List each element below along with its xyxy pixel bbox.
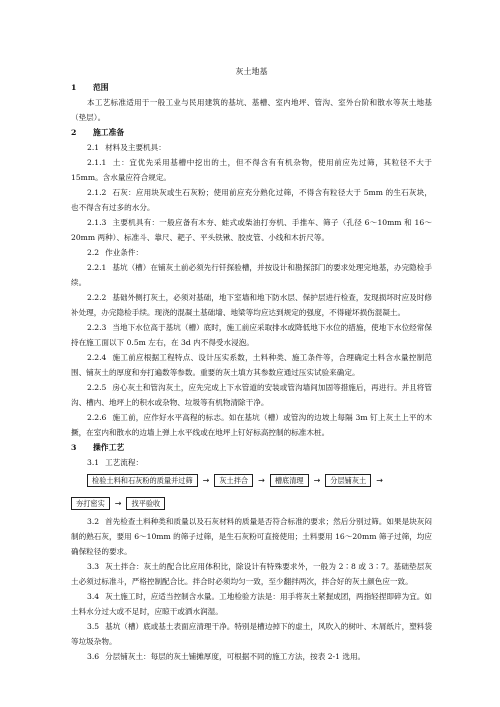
- flow-step-check-materials: 检验土料和石灰粉的质量并过筛: [87, 474, 198, 487]
- process-flow-row-1: [71, 472, 432, 489]
- item-3-2: 3.2 首先检查土料种类和质量以及石灰材料的质量是否符合标准的要求；然后分别过筛。如果是块灰闷制的熟石灰，要用 6～10mm 的筛子过筛，是生石灰粉可直接使用；土料要用 16～20mm 筛子过筛，均应确保粒径的要求。: [71, 517, 432, 556]
- document-title: 灰土地基: [235, 67, 268, 76]
- item-2-2-1: 2.2.1 基坑（槽）在铺灰土前必须先行钎探验槽，并按设计和勘探部门的要求处理完地基，办完隐检手续。: [71, 263, 432, 287]
- item-2-2: 2.2 作业条件：: [87, 248, 144, 257]
- item-2-2-3: 2.2.3 当地下水位高于基坑（槽）底时，施工前应采取排水或降低地下水位的措施，使地下水位经常保持在施工面以下 0.5m 左右，在 3d 内不得受水浸泡。: [71, 323, 432, 347]
- section-1-text: 本工艺标准适用于一般工业与民用建筑的基坑、基槽、室内地坪、管沟、室外台阶和散水等灰土地基（垫层）。: [71, 98, 432, 122]
- flow-arrow-icon: →: [376, 476, 383, 485]
- item-2-1-3: 2.1.3 主要机具有：一般应备有木夯、蛙式或柴油打夯机、手推车、筛子（孔径 6～10mm 和 16～20mm 两种）、标准斗、靠尺、耙子、平头铁锹、胶皮管、小线和木折尺等。: [71, 218, 432, 242]
- item-3-6: 3.6 分层铺灰土：每层的灰土铺摊厚度，可根据不同的施工方法，按表 2-1 选用。: [87, 652, 366, 661]
- flow-arrow-icon: →: [202, 476, 210, 485]
- flow-arrow-icon: →: [313, 476, 321, 485]
- item-3-5: 3.5 基坑（槽）底或基土表面应清理干净。特别是槽边掉下的虚土，风吹入的树叶、木屑纸片，塑料袋等垃圾杂物。: [71, 622, 432, 646]
- item-2-1-2: 2.1.2 石灰：应用块灰或生石灰粉；使用前应充分熟化过筛，不得含有粒径大于 5mm 的生石灰块，也不得含有过多的水分。: [71, 188, 432, 212]
- flow-step-level-acceptance: 找平验收: [126, 497, 165, 510]
- section-1-heading: 1 范围: [71, 83, 109, 92]
- flow-step-mixing: 灰土拌合: [214, 474, 253, 487]
- flow-arrow-icon: →: [258, 476, 265, 485]
- item-2-2-4: 2.2.4 施工前应根据工程特点、设计压实系数，土料种类、施工条件等，合理确定土料含水量控制范围、铺灰土的厚度和夯打遍数等参数。重要的灰土填方其参数应通过压实试验来确定。: [71, 353, 432, 377]
- item-2-1-1: 2.1.1 土：宜优先采用基槽中挖出的土，但不得含有有机杂物，使用前应先过筛，其粒径不大于 15mm。含水量应符合规定。: [71, 158, 432, 182]
- section-3-heading: 3 操作工艺: [71, 443, 125, 452]
- flow-step-compaction: 夯打密实: [71, 497, 110, 510]
- item-2-1: 2.1 材料及主要机具：: [87, 143, 166, 152]
- item-3-4: 3.4 灰土施工时，应适当控制含水量。工地检验方法是：用手将灰土紧握成团，两指轻捏即碎为宜。如土料水分过大或不足时，应晾干或洒水润湿。: [71, 592, 432, 616]
- flow-step-layered-spreading: 分层铺灰土: [325, 474, 371, 487]
- section-2-heading: 2 施工准备: [71, 128, 125, 137]
- item-2-2-2: 2.2.2 基础外侧打灰土，必须对基础，地下室墙和地下防水层、保护层进行检查，发现损坏时应及时修补处理，办完隐检手续。现浇的混凝土基础墙、地梁等均应达到规定的强度，不得碰坏损伤混凝土。: [71, 293, 432, 317]
- flow-step-clean-trench: 槽底清理: [270, 474, 309, 487]
- flow-arrow-icon: →: [114, 499, 122, 508]
- process-flow-row-2: [71, 495, 432, 512]
- item-3-3: 3.3 灰土拌合：灰土的配合比应用体积比，除设计有特殊要求外，一般为 2∶8 或 3∶7。基础垫层灰土必须过标准斗，严格控制配合比。拌合时必须均匀一致，至少翻拌两次，拌合好的灰土颜色应一致。: [71, 562, 432, 586]
- item-3-1: 3.1 工艺流程：: [87, 458, 144, 467]
- item-2-2-6: 2.2.6 施工前，应作好水平高程的标志。如在基坑（槽）或管沟的边坡上每隔 3m 钉上灰土上平的木撅，在室内和散水的边墙上弹上水平线或在地坪上钉好标高控制的标准木桩。: [71, 413, 432, 437]
- item-2-2-5: 2.2.5 房心灰土和管沟灰土，应先完成上下水管道的安装或管沟墙间加固等措施后，再进行。并且将管沟、槽内、地坪上的积水或杂物、垃圾等有机物清除干净。: [71, 383, 432, 407]
